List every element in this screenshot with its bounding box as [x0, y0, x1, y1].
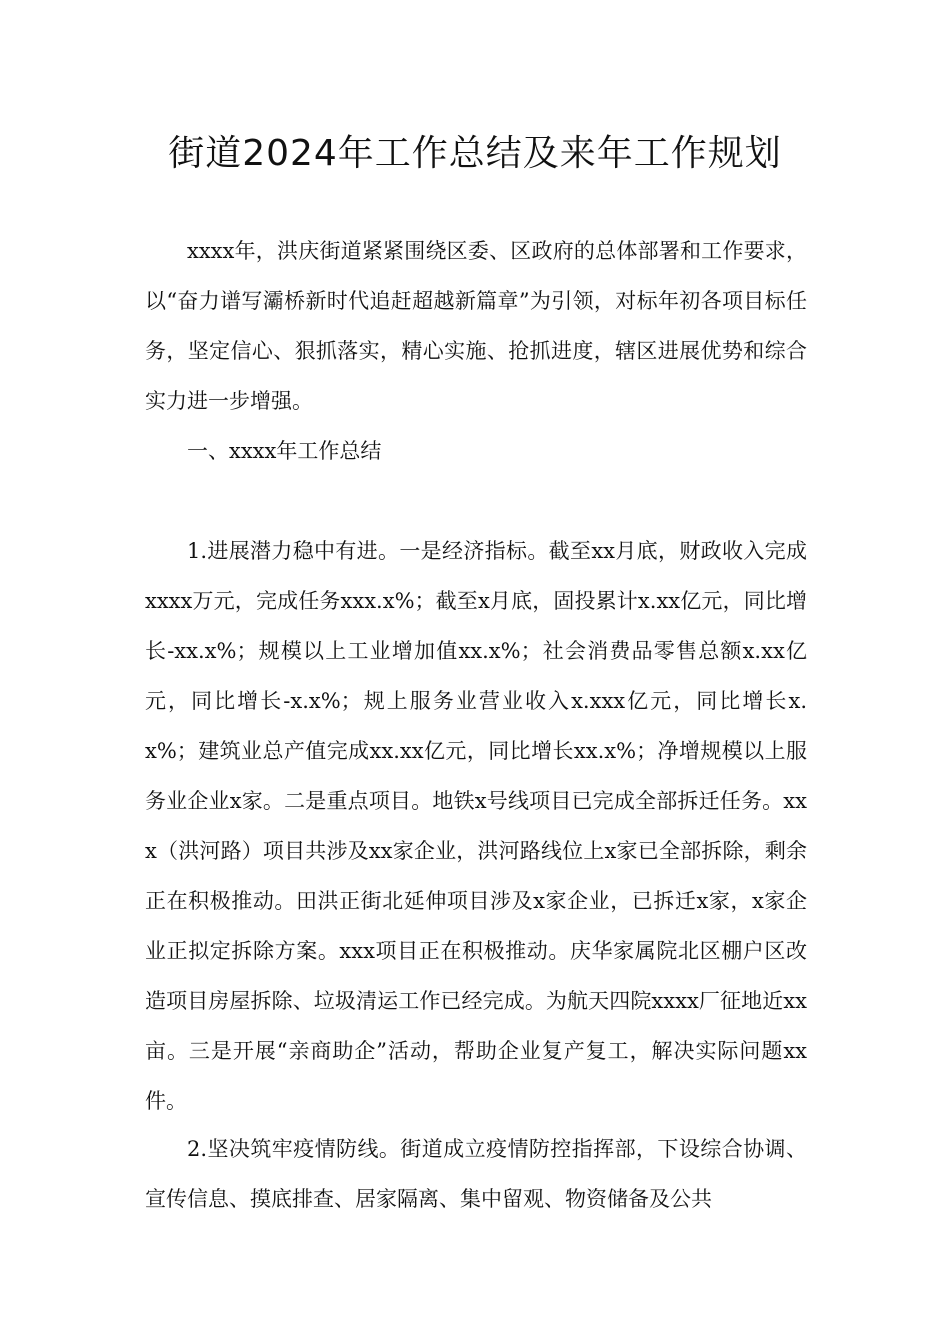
document-title: 街道2024年工作总结及来年工作规划 [168, 133, 782, 174]
section-heading: 一、xxxx年工作总结 [187, 439, 382, 463]
body-paragraph-1: 1.进展潜力稳中有进。一是经济指标。截至xx月底，财政收入完成xxxx万元，完成任务xxx.x%；截至x月底，固投累计x.xx亿元，同比增长-xx.x%；规模以上工业增加值xx.x%；社会消费品零售总额x.xx亿元，同比增长-x.x%；规上服务业营业收入x.xxx亿元，同比增长x.x%；建筑业总产值完成xx.xx亿元，同比增长xx.x%；净增规模以上服务业企业x家。二是重点项目。地铁x号线项目已完成全部拆迁任务。xxx（洪河路）项目共涉及xx家企业，洪河路线位上x家已全部拆除，剩余正在积极推动。田洪正街北延伸项目涉及x家企业，已拆迁x家，x家企业正拟定拆除方案。xxx项目正在积极推动。庆华家属院北区棚户区改造项目房屋拆除、垃圾清运工作已经完成。为航天四院xxxx厂征地近xx亩。三是开展“亲商助企”活动，帮助企业复产复工，解决实际问题xx件。 [145, 539, 807, 1113]
intro-paragraph: xxxx年，洪庆街道紧紧围绕区委、区政府的总体部署和工作要求，以“奋力谱写灞桥新时代追赶超越新篇章”为引领，对标年初各项目标任务，坚定信心、狠抓落实，精心实施、抢抓进度，辖区进展优势和综合实力进一步增强。 [145, 239, 807, 413]
body-paragraph-2: 2.坚决筑牢疫情防线。街道成立疫情防控指挥部，下设综合协调、宣传信息、摸底排查、居家隔离、集中留观、物资储备及公共 [145, 1137, 807, 1211]
